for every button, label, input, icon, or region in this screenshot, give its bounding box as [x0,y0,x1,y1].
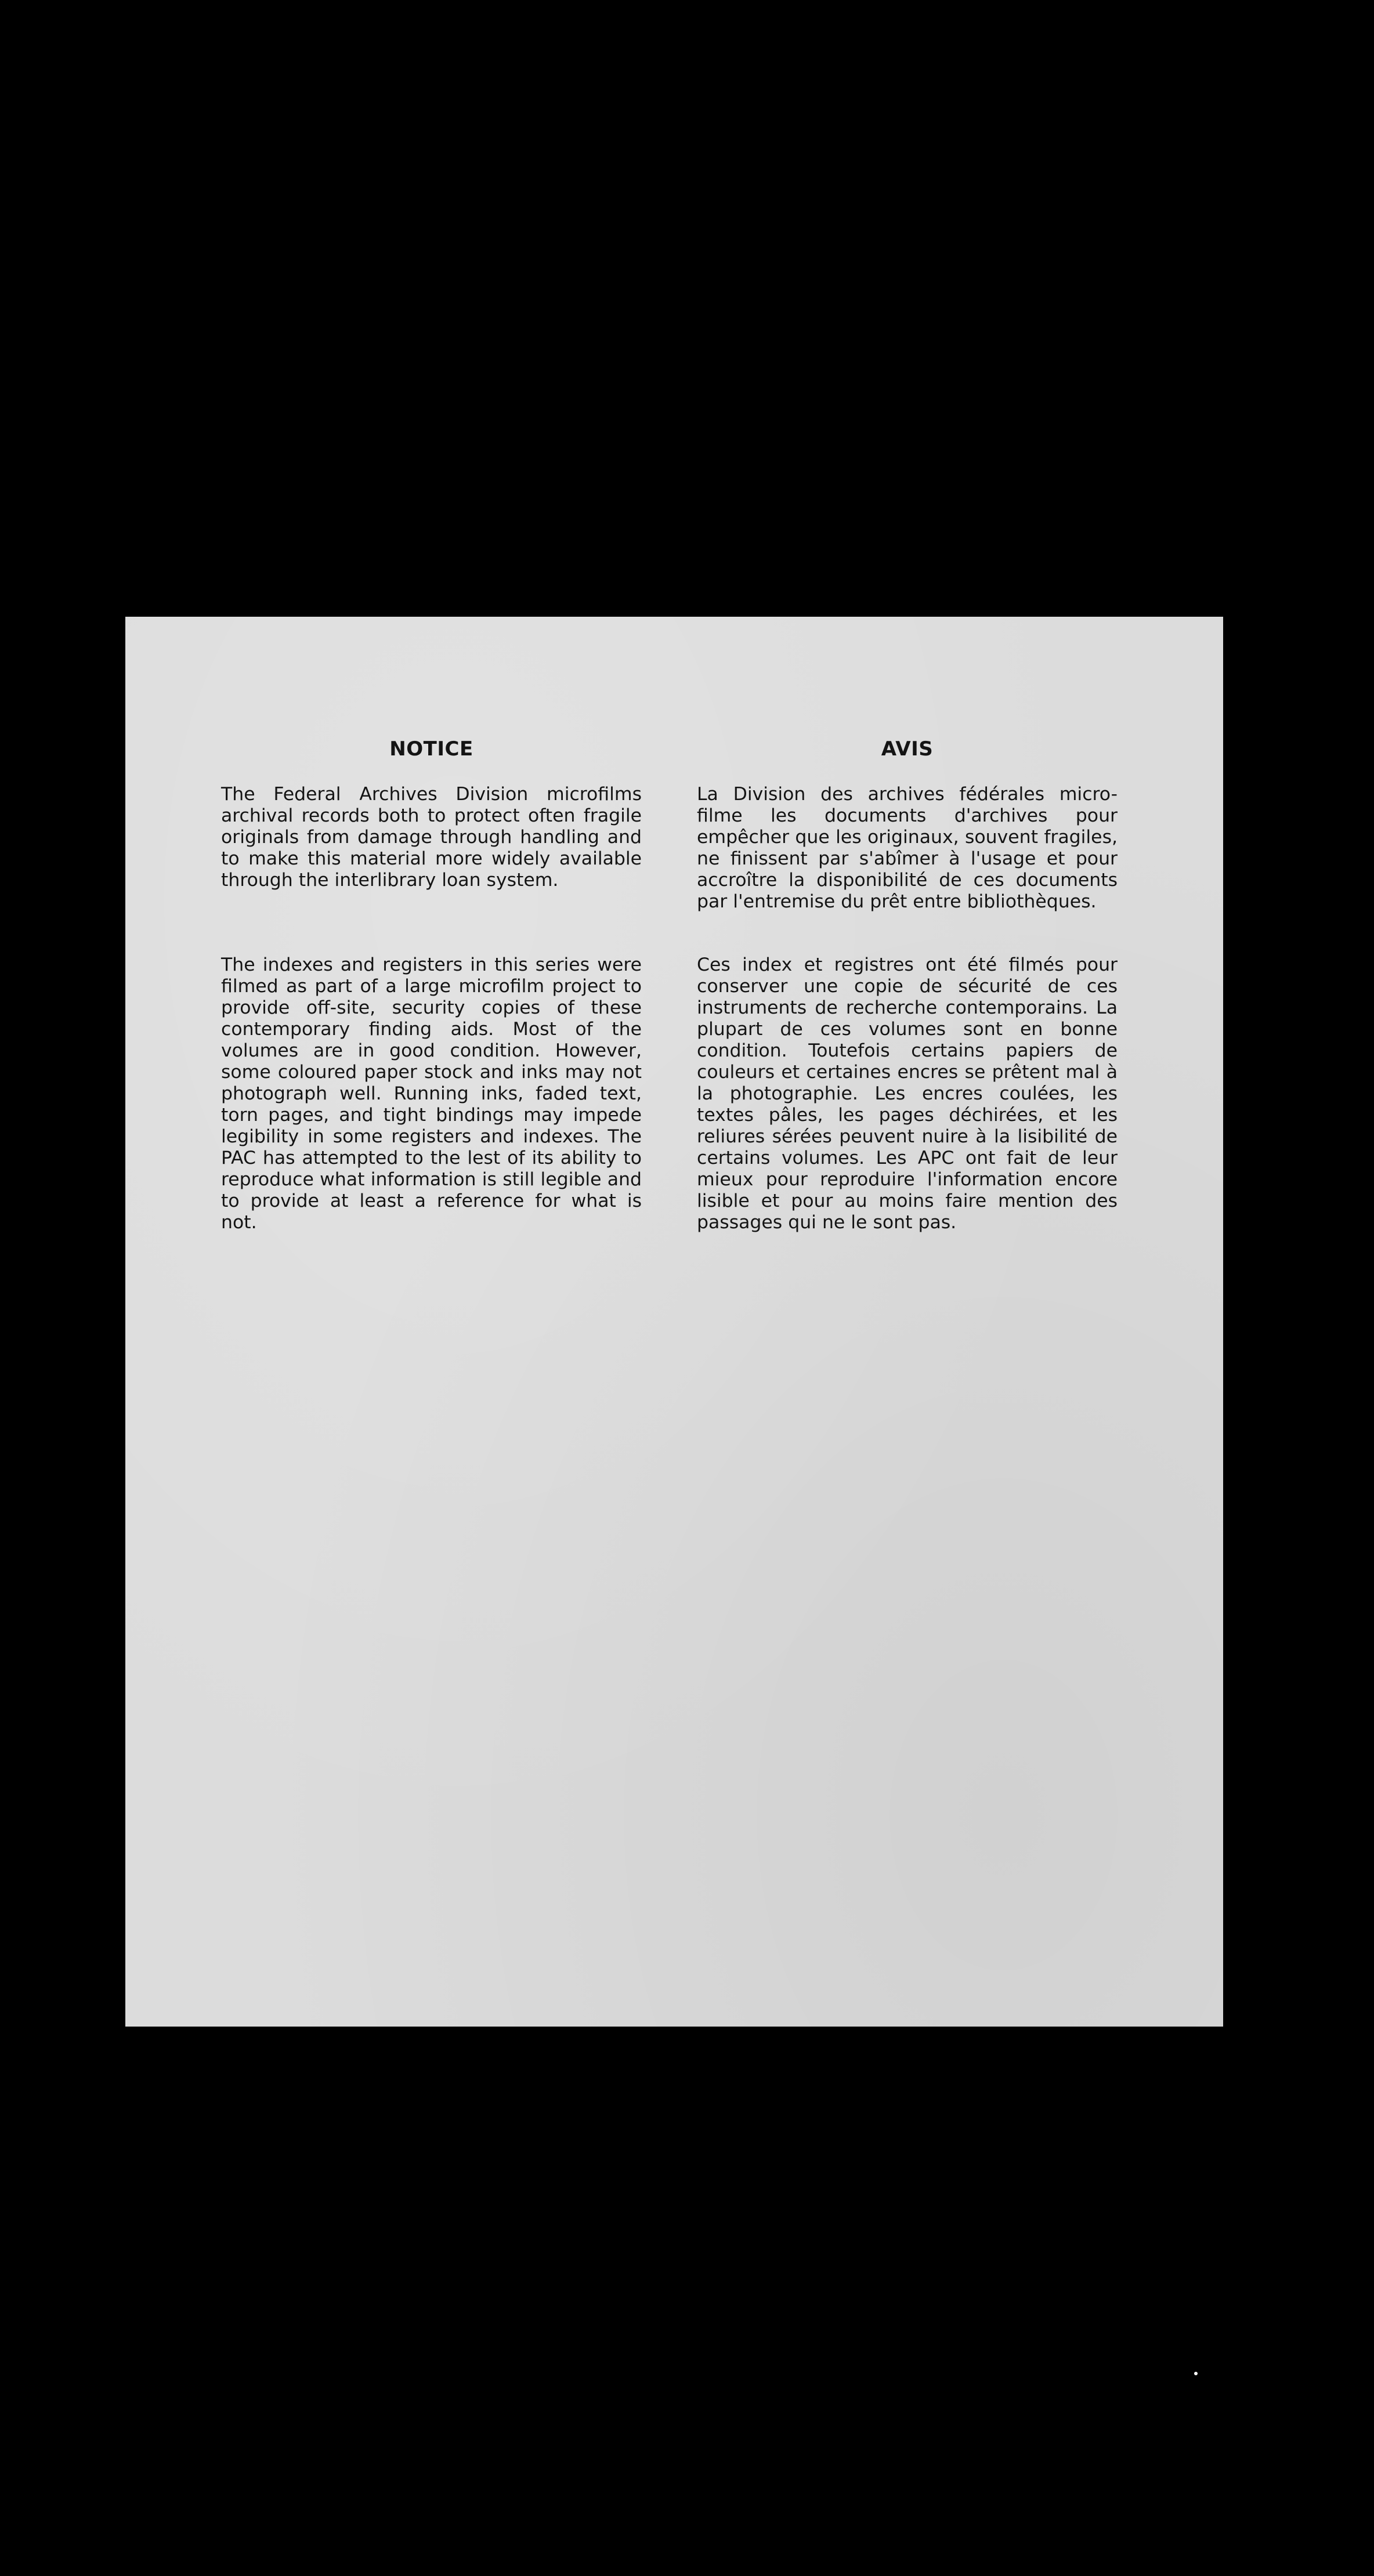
avis-heading: AVIS [881,737,934,761]
avis-paragraph-2: Ces index et registres ont été filmés pour conserver une copie de sécurité de ces instruments de recherche contemporains. La plupart de ces volumes sont en bonne condition. Toutefois certains papiers de couleurs et certaines encres se prêtent mal à la photographie. Les encres coulées, les textes pâles, les pages déchirées, et les reliures sérées peuvent nuire à la lisibilité de certains volumes. Les APC ont fait de leur mieux pour reproduire l'information encore lisible et pour au moins faire mention des passages qui ne le sont pas. [697,954,1118,1233]
film-speck [1194,2372,1198,2375]
notice-paragraph-1: The Federal Archives Division microfilms archival records both to protect often fragile originals from damage through handling and to make this material more widely available through the interlibrary loan system. [221,784,642,891]
document-page [125,617,1223,2027]
notice-heading: NOTICE [389,737,473,761]
avis-paragraph-1: La Division des archives fédérales micro-filme les documents d'archives pour empêcher que les originaux, souvent fragiles, ne finissent par s'abîmer à l'usage et pour accroître la disponibilité de ces documents par l'entremise du prêt entre bibliothèques. [697,784,1118,912]
notice-paragraph-2: The indexes and registers in this series were filmed as part of a large microfilm project to provide off-site, security copies of these contemporary finding aids. Most of the volumes are in good condition. However, some coloured paper stock and inks may not photograph well. Running inks, faded text, torn pages, and tight bindings may impede legibility in some registers and indexes. The PAC has attempted to the lest of its ability to reproduce what information is still legible and to provide at least a reference for what is not. [221,954,642,1233]
